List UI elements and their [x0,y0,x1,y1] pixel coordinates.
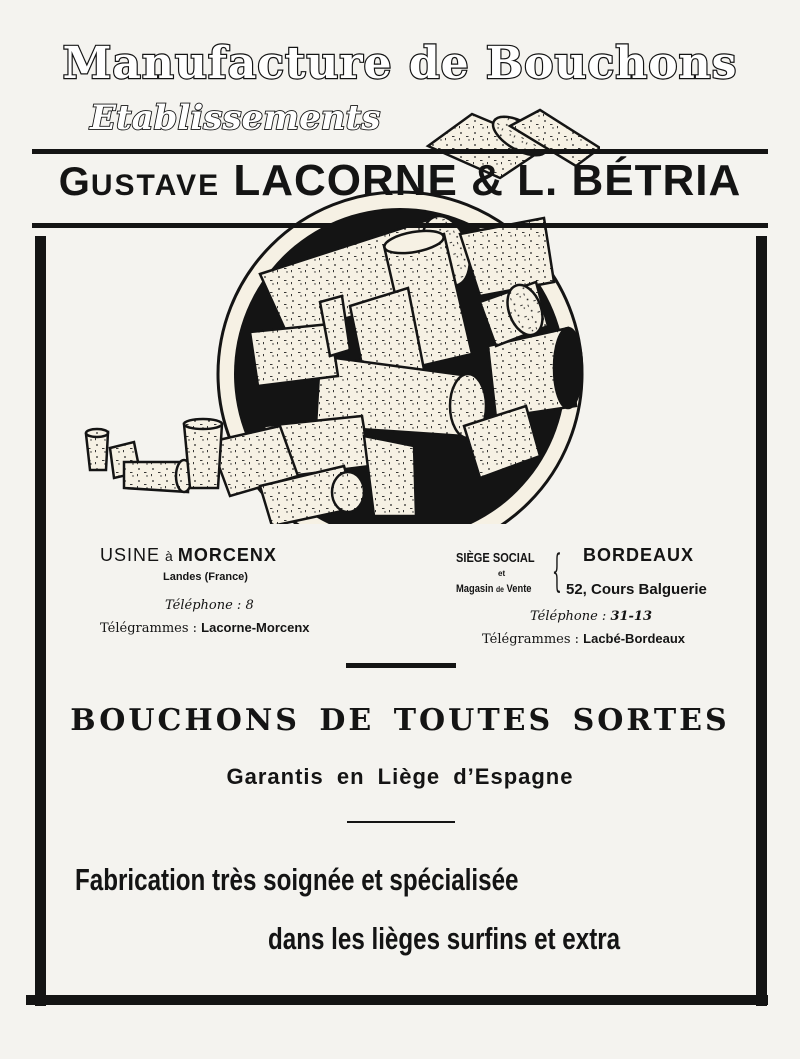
siege-telephone [530,609,652,624]
usine-region: Landes (France) [163,571,248,583]
siege-shop-label [456,583,532,595]
siege-shop-a: Magasin [456,583,494,595]
frame-bottom [26,995,768,1005]
siege-shop-b: de [496,585,504,594]
company-firstname-rest: USTAVE [90,169,221,202]
usine-city: MORCENX [177,545,277,565]
company-rule [32,223,768,228]
top-rule [32,149,768,154]
frame-left [35,236,46,1006]
siege-city: BORDEAUX [583,545,695,565]
siege-telephone-value: 31-13 [610,609,653,624]
usine-telegram-label: Télégrammes : [100,621,202,636]
usine-telegram-value: Lacorne-Morcenx [201,620,310,635]
usine-preposition: à [165,548,173,564]
usine-line [100,545,277,566]
offer-heading: BOUCHONS DE TOUTES SORTES [70,703,730,738]
divider-thick [346,663,456,668]
loose-corks [86,419,222,492]
company-name [30,156,770,206]
siege-shop-c: Vente [506,583,532,595]
usine-telephone [165,598,254,613]
siege-telegram-value: Lacbé-Bordeaux [583,631,686,646]
fabrication-line-2: dans les lièges surfins et extra [268,921,621,956]
siege-brace: { [552,546,562,597]
ad-subtitle: Etablissements [90,98,381,138]
company-main: LACORNE & L. BÉTRIA [233,156,742,205]
frame-right [756,236,767,1006]
siege-telephone-label: Téléphone : [530,609,611,624]
divider-thin [347,821,455,823]
usine-telephone-value: 8 [245,598,254,613]
siege-telegram-label: Télégrammes : [482,632,584,647]
usine-label: USINE [100,545,161,565]
usine-telegram [100,620,310,636]
fabrication-line-1: Fabrication très soignée et spécialisée [75,862,519,897]
usine-telephone-label: Téléphone : [165,598,246,613]
offer-guarantee: Garantis en Liège d’Espagne [226,764,574,789]
siege-address: 52, Cours Balguerie [566,581,707,598]
siege-label: SIÈGE SOCIAL [456,550,535,565]
ad-title: Manufacture de Bouchons [62,38,738,89]
company-initial: G [58,160,91,204]
siege-telegram [482,631,685,647]
siege-connector: et [498,569,506,578]
